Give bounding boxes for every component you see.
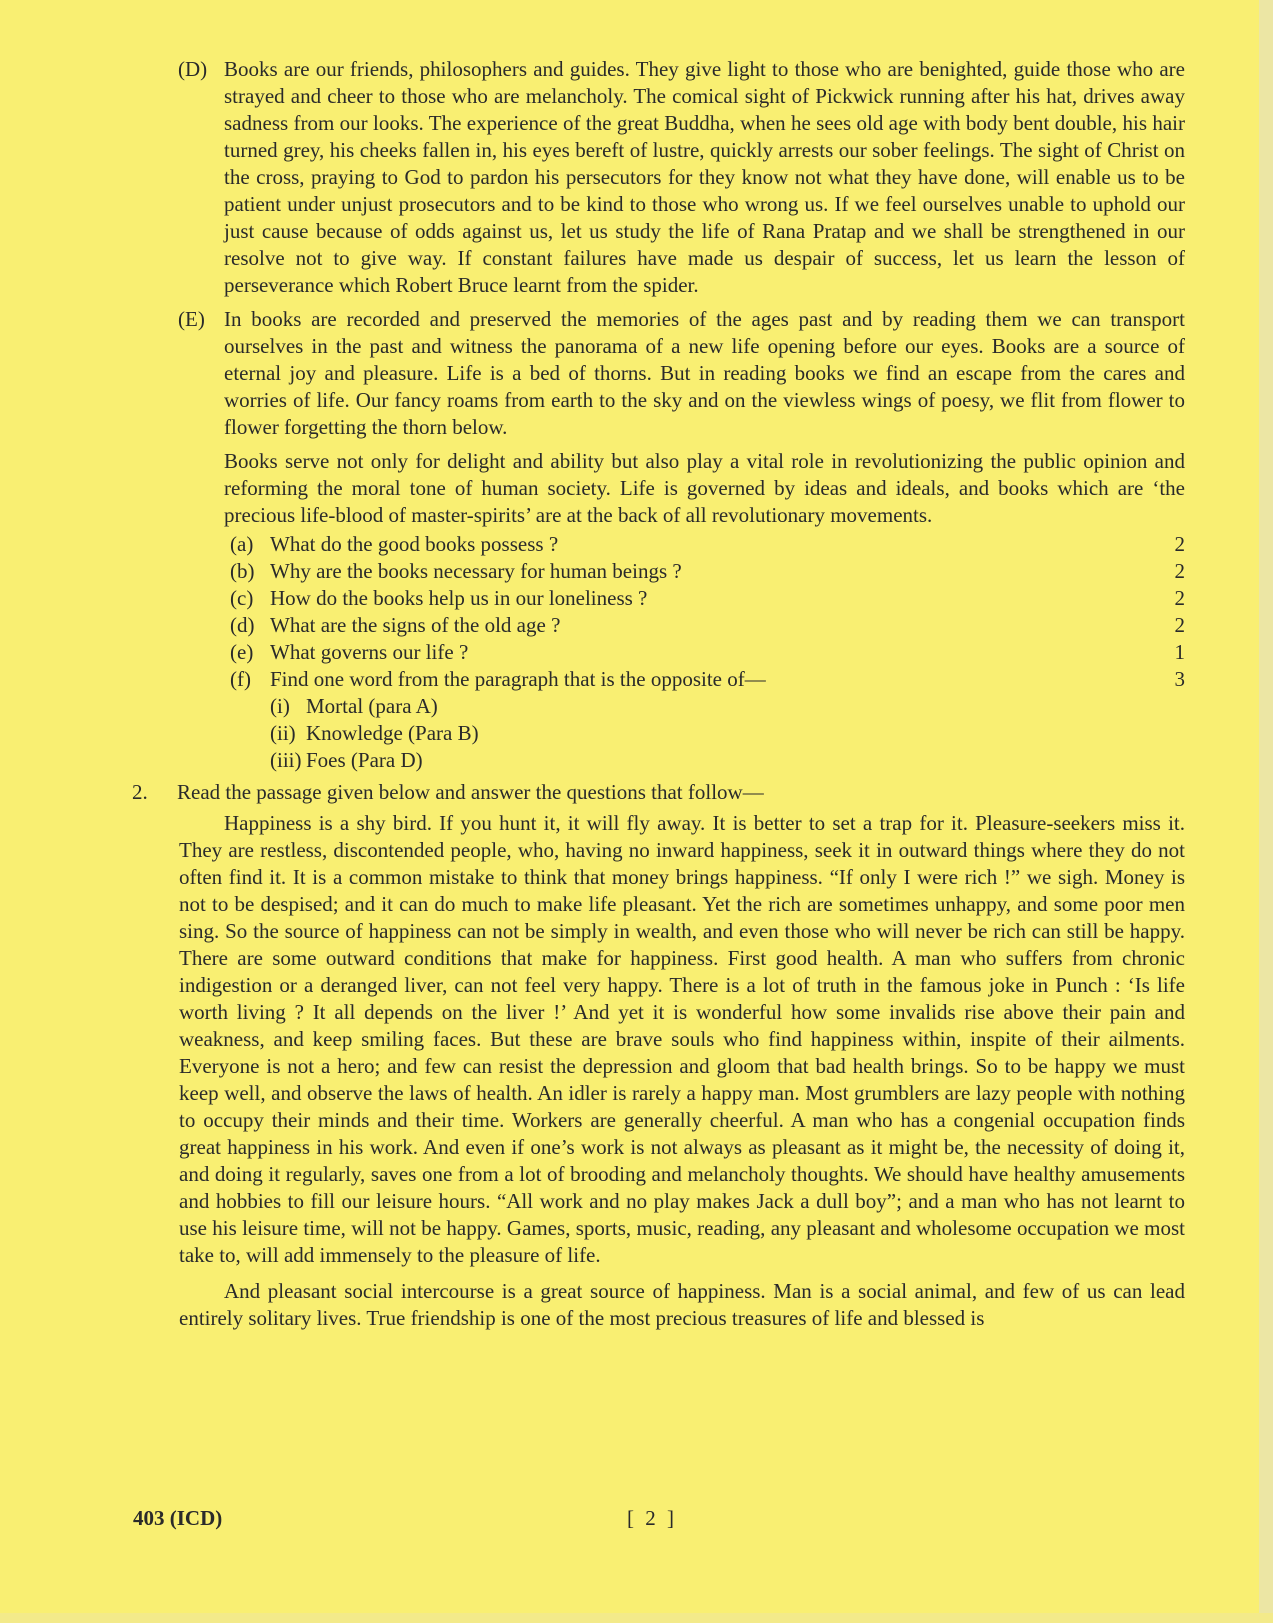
sub-question-iii — [270, 747, 1185, 774]
question-list — [224, 531, 1185, 774]
question-f — [224, 666, 1185, 693]
question-d — [224, 612, 1185, 639]
question-text: Why are the books necessary for human beings ? — [270, 559, 682, 583]
question-2-number: 2. — [132, 780, 148, 804]
question-e — [224, 639, 1185, 666]
question-c — [224, 585, 1185, 612]
question-marks: 2 — [1174, 559, 1185, 583]
paragraph-d-text: Books are our friends, philosophers and guides. They give light to those who are benighted, guide those who are strayed and cheer to those who are melancholy. The comical sight of Pickwick running after his hat, drives away sadness from our looks. The experience of the great Buddha, when he sees old age with body bent double, his hair turned grey, his cheeks fallen in, his eyes bereft of lustre, quickly arrests our sober feelings. The sight of Christ on the cross, praying to God to pardon his persecutors for they know not what they have done, will enable us to be patient under unjust prosecutors and to be kind to those who wrong us. If we feel ourselves unable to uphold our just cause because of odds against us, let us study the life of Rana Pratap and we shall be strengthened in our resolve not to give way. If constant failures have made us despair of success, let us learn the lesson of perseverance which Robert Bruce learnt from the spider. — [224, 57, 1185, 297]
paragraph-e — [178, 306, 1185, 441]
question-text: What governs our life ? — [270, 640, 469, 664]
question-marks: 2 — [1174, 613, 1185, 637]
sub-question-text: Knowledge (Para B) — [306, 721, 479, 745]
sub-question-label: (ii) — [270, 721, 296, 745]
question-2-header — [0, 779, 1273, 806]
question-a — [224, 531, 1185, 558]
question-label: (a) — [230, 532, 254, 556]
question-marks: 2 — [1174, 586, 1185, 610]
paragraph-e-continuation: Books serve not only for delight and ability but also play a vital role in revolutionizing the public opinion and reforming the moral tone of human society. Life is governed by ideas and ideals, and books which are ‘the precious life-blood of master-spirits’ are at the back of all revolutionary movements. — [224, 449, 1185, 527]
question-label: (e) — [230, 640, 254, 664]
paragraph-e-text: In books are recorded and preserved the memories of the ages past and by reading them we can transport ourselves in the past and witness the panorama of a new life opening before our eyes. Books are a source of eternal joy and pleasure. Life is a bed of thorns. But in reading books we find an escape from the cares and worries of life. Our fancy roams from earth to the sky and on the viewless wings of poesy, we flit from flower to flower forgetting the thorn below. — [224, 307, 1185, 439]
question-marks: 1 — [1174, 640, 1185, 664]
question-b — [224, 558, 1185, 585]
paper-code: 403 (ICD) — [133, 1506, 223, 1530]
question-label: (f) — [230, 667, 251, 691]
question-label: (c) — [230, 586, 254, 610]
question-text: What do the good books possess ? — [270, 532, 559, 556]
question-text: How do the books help us in our loneliness ? — [270, 586, 648, 610]
sub-question-label: (i) — [270, 694, 290, 718]
paragraph-d-label: (D) — [178, 57, 208, 81]
exam-page — [0, 56, 1273, 1332]
happiness-passage-paragraph-1: Happiness is a shy bird. If you hunt it, it will fly away. It is better to set a trap for it. Pleasure-seekers miss it. They are restless, discontended people, who, having no inward happiness, seek it in outward things where they do not often find it. It is a common mistake to think that money brings happiness. “If only I were rich !” we sigh. Money is not to be despised; and it can do much to make life pleasant. Yet the rich are sometimes unhappy, and some poor men sing. So the source of happiness can not be simply in wealth, and even those who will never be rich can still be happy. There are some outward conditions that make for happiness. First good health. A man who suffers from chronic indigestion or a deranged liver, can not feel very happy. There is a lot of truth in the famous joke in Punch : ‘Is life worth living ? It all depends on the liver !’ And yet it is wonderful how some invalids rise above their pain and weakness, and keep smiling faces. But these are brave souls who find happiness within, inspite of their ailments. Everyone is not a hero; and few can resist the depression and gloom that bad health brings. So to be happy we must keep well, and observe the laws of health. An idler is rarely a happy man. Most grumblers are lazy people with nothing to occupy their minds and their time. Workers are generally cheerful. A man who has a congenial occupation finds great happiness in his work. And even if one’s work is not always as pleasant as it might be, the necessity of doing it, and doing it regularly, saves one from a lot of brooding and melancholy thoughts. We should have healthy amusements and hobbies to fill our leisure hours. “All work and no play makes Jack a dull boy”; and a man who has not learnt to use his leisure time, will not be happy. Games, sports, music, reading, any pleasant and wholesome occupation we most take to, will add immensely to the pleasure of life. — [179, 811, 1185, 1267]
question-marks: 2 — [1174, 532, 1185, 556]
question-label: (b) — [230, 559, 255, 583]
happiness-passage-paragraph-2: And pleasant social intercourse is a great source of happiness. Man is a social animal, and few of us can lead entirely solitary lives. True friendship is one of the most precious treasures of life and blessed is — [179, 1279, 1185, 1330]
question-text: Find one word from the paragraph that is the opposite of— — [270, 667, 766, 691]
paragraph-e-label: (E) — [178, 307, 205, 331]
page-footer — [0, 1506, 1273, 1536]
sub-question-text: Foes (Para D) — [306, 748, 423, 772]
question-label: (d) — [230, 613, 255, 637]
sub-question-text: Mortal (para A) — [306, 694, 438, 718]
question-marks: 3 — [1174, 667, 1185, 691]
sub-question-label: (iii) — [270, 748, 302, 772]
sub-question-ii — [270, 720, 1185, 747]
question-2-instruction: Read the passage given below and answer the questions that follow— — [177, 780, 764, 804]
paragraph-d — [178, 56, 1185, 299]
page-number: [ 2 ] — [627, 1506, 677, 1530]
page-bottom-edge — [0, 1613, 1273, 1623]
sub-question-i — [270, 693, 1185, 720]
question-text: What are the signs of the old age ? — [270, 613, 561, 637]
